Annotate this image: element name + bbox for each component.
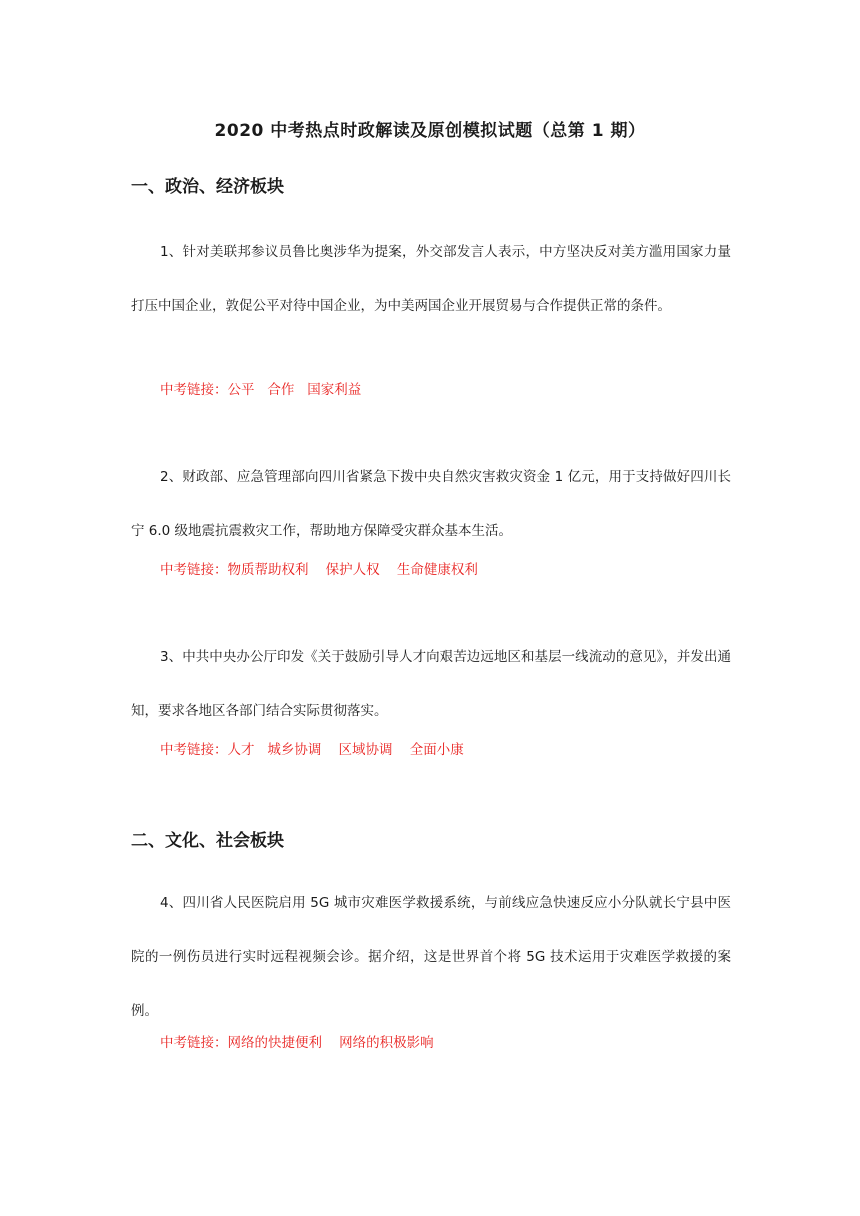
- news-item-1: [131, 225, 731, 333]
- exam-link-2: 中考链接：物质帮助权利 保护人权 生命健康权利: [160, 562, 478, 578]
- document-title: 2020 中考热点时政解读及原创模拟试题（总第 1 期）: [214, 121, 646, 141]
- news-item-3: [131, 630, 731, 738]
- exam-link-3: 中考链接：人才 城乡协调 区域协调 全面小康: [160, 742, 464, 758]
- exam-link-1: 中考链接：公平 合作 国家利益: [160, 382, 362, 398]
- section-heading-politics-economy: 一、政治、经济板块: [131, 177, 284, 197]
- news-item-text: 2、财政部、应急管理部向四川省紧急下拨中央自然灾害救灾资金 1 亿元，用于支持做好四川长宁 6.0 级地震抗震救灾工作，帮助地方保障受灾群众基本生活。: [131, 469, 731, 539]
- news-item-2: [131, 450, 731, 558]
- exam-link-4: 中考链接：网络的快捷便利 网络的积极影响: [160, 1035, 434, 1051]
- section-heading-culture-society: 二、文化、社会板块: [131, 831, 284, 851]
- news-item-4: [131, 876, 731, 1038]
- news-item-text: 4、四川省人民医院启用 5G 城市灾难医学救援系统，与前线应急快速反应小分队就长宁县中医院的一例伤员进行实时远程视频会诊。据介绍，这是世界首个将 5G 技术运用于灾难医学救援的案例。: [131, 895, 731, 1019]
- news-item-text: 1、针对美联邦参议员鲁比奥涉华为提案，外交部发言人表示，中方坚决反对美方滥用国家力量打压中国企业，敦促公平对待中国企业，为中美两国企业开展贸易与合作提供正常的条件。: [131, 244, 731, 314]
- news-item-text: 3、中共中央办公厅印发《关于鼓励引导人才向艰苦边远地区和基层一线流动的意见》，并发出通知，要求各地区各部门结合实际贯彻落实。: [131, 649, 731, 719]
